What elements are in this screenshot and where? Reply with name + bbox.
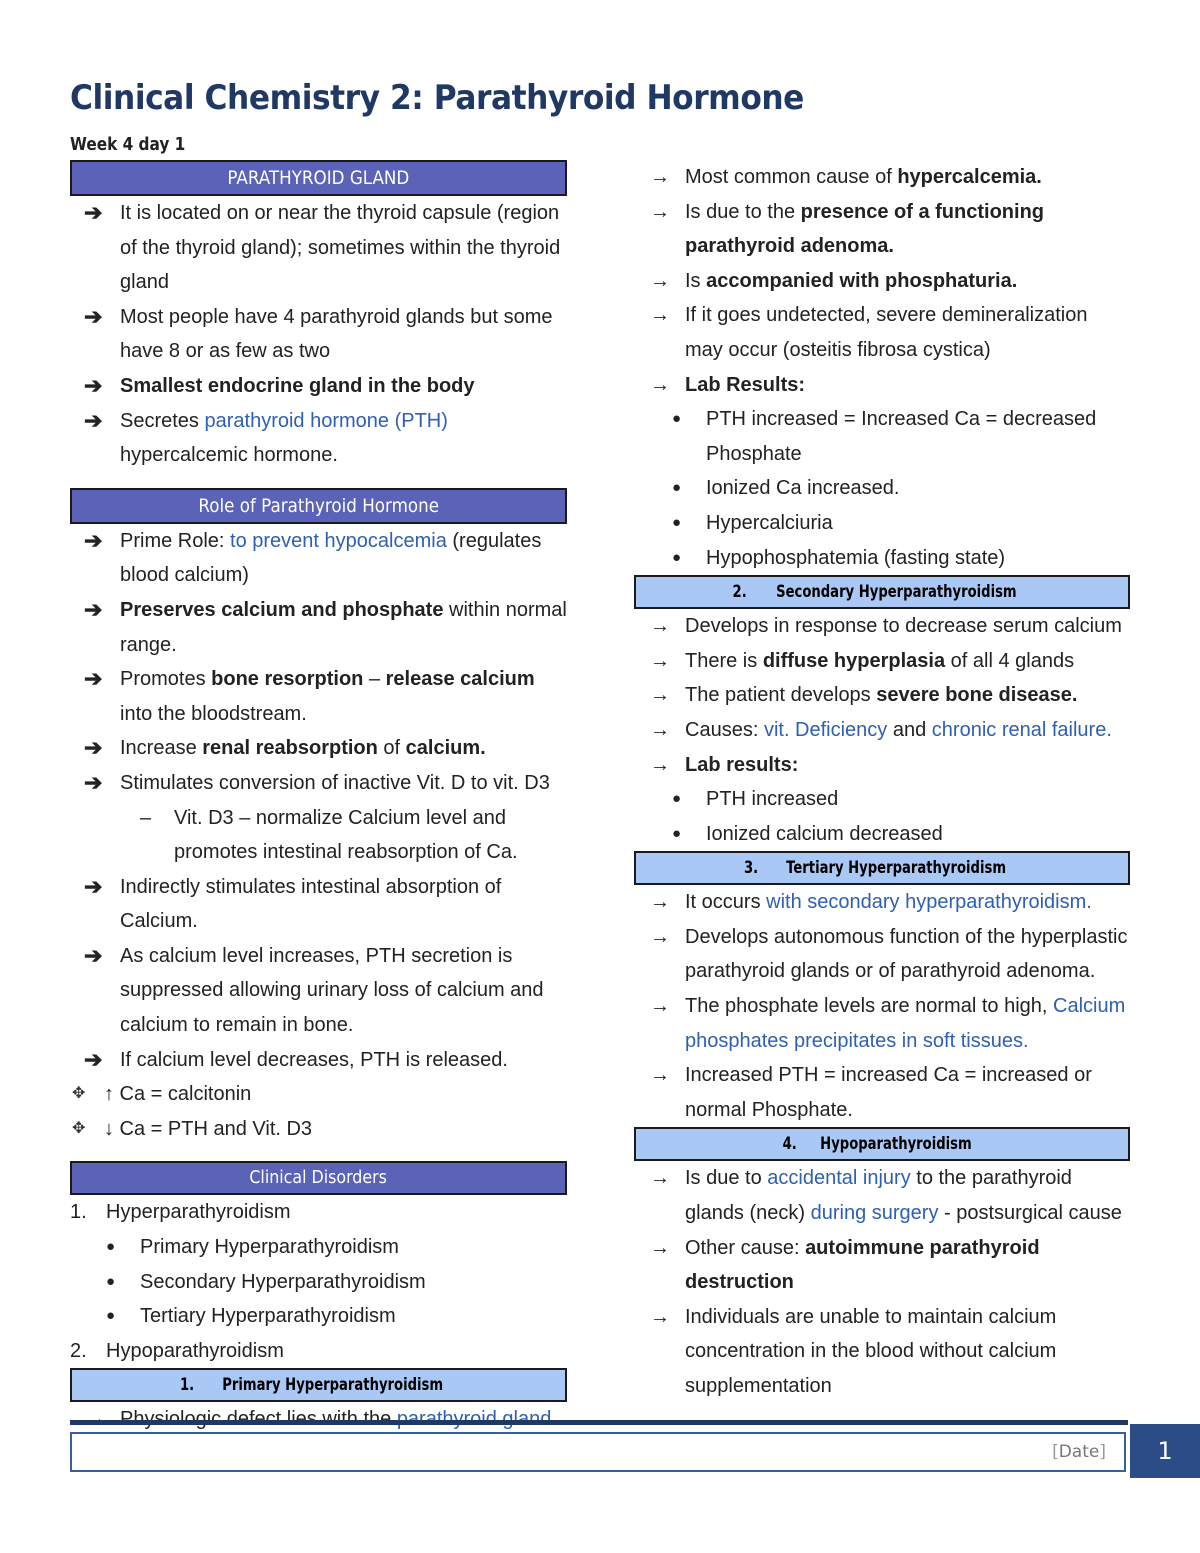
list-item: → Other cause: autoimmune parathyroid destruction xyxy=(634,1231,1130,1300)
arrow-bullet-icon: ➔ xyxy=(84,666,103,692)
dot-bullet-icon: ● xyxy=(106,1272,116,1290)
four-diamond-bullet-icon: ✥ xyxy=(72,1085,86,1103)
list-item: → The patient develops severe bone disease. xyxy=(634,678,1130,713)
dot-bullet-icon: ● xyxy=(672,410,682,428)
arrow-bullet-icon: → xyxy=(650,649,670,672)
four-diamond-bullet-icon: ✥ xyxy=(72,1119,86,1137)
list-item: ✥ ↓ Ca = PTH and Vit. D3 xyxy=(70,1112,567,1147)
list-item: ➔ Prime Role: to prevent hypocalcemia (regulates blood calcium) xyxy=(70,524,567,593)
list-item: → Is accompanied with phosphaturia. xyxy=(634,264,1130,299)
dot-bullet-icon: ● xyxy=(672,824,682,842)
list-sub-item: ● PTH increased xyxy=(634,782,1130,817)
section-heading-tertiary-hyperparathyroidism: 3. Tertiary Hyperparathyroidism xyxy=(634,851,1130,885)
dot-bullet-icon: ● xyxy=(106,1238,116,1256)
section-heading-hypoparathyroidism: 4. Hypoparathyroidism xyxy=(634,1127,1130,1161)
arrow-bullet-icon: → xyxy=(650,269,670,292)
list-item: → There is diffuse hyperplasia of all 4 glands xyxy=(634,644,1130,679)
arrow-bullet-icon: → xyxy=(650,373,670,396)
list-sub-item: ● Hypercalciuria xyxy=(634,506,1130,541)
list-sub-item: ● Hypophosphatemia (fasting state) xyxy=(634,541,1130,576)
list-item: → It occurs with secondary hyperparathyroidism. xyxy=(634,885,1130,920)
arrow-bullet-icon: → xyxy=(650,891,670,914)
list-item: ➔ Smallest endocrine gland in the body xyxy=(70,369,567,404)
arrow-bullet-icon: ➔ xyxy=(84,873,103,899)
arrow-bullet-icon: → xyxy=(650,304,670,327)
list-item: ➔ Secretes parathyroid hormone (PTH) hypercalcemic hormone. xyxy=(70,404,567,473)
list-item: → Lab Results: xyxy=(634,368,1130,403)
arrow-bullet-icon: ➔ xyxy=(84,407,103,433)
list-sub-item: ● Primary Hyperparathyroidism xyxy=(70,1230,567,1265)
list-item: ➔ As calcium level increases, PTH secretion is suppressed allowing urinary loss of calcium and calcium to remain in bone. xyxy=(70,939,567,1043)
footer-rule xyxy=(70,1420,1128,1425)
arrow-bullet-icon: → xyxy=(650,1236,670,1259)
arrow-bullet-icon: → xyxy=(650,166,670,188)
list-item: ➔ Promotes bone resorption – release calcium into the bloodstream. xyxy=(70,662,567,731)
dot-bullet-icon: ● xyxy=(672,790,682,808)
dot-bullet-icon: ● xyxy=(672,548,682,566)
arrow-bullet-icon: → xyxy=(650,753,670,776)
footer-date-field[interactable]: [Date] xyxy=(1052,1442,1106,1462)
arrow-bullet-icon: ➔ xyxy=(84,942,103,968)
arrow-bullet-icon: ➔ xyxy=(84,735,103,761)
arrow-bullet-icon: → xyxy=(650,718,670,741)
list-item: ➔ Indirectly stimulates intestinal absorption of Calcium. xyxy=(70,870,567,939)
section-heading-parathyroid-gland: PARATHYROID GLAND xyxy=(70,160,567,196)
right-column xyxy=(634,160,1130,1404)
page-number: 1 xyxy=(1130,1424,1200,1478)
arrow-bullet-icon: ➔ xyxy=(84,200,103,225)
list-sub-item: ● Ionized Ca increased. xyxy=(634,471,1130,506)
arrow-bullet-icon: ➔ xyxy=(84,596,103,622)
list-item: 1. Hyperparathyroidism xyxy=(70,1201,291,1224)
dot-bullet-icon: ● xyxy=(672,479,682,497)
list-sub-item: ● Tertiary Hyperparathyroidism xyxy=(70,1299,567,1334)
list-item: → Lab results: xyxy=(634,748,1130,783)
arrow-bullet-icon: → xyxy=(650,1305,670,1328)
list-item: 2. Hypoparathyroidism xyxy=(70,1339,284,1362)
list-item: → Individuals are unable to maintain calcium concentration in the blood without calcium supplementation xyxy=(634,1300,1130,1404)
list-sub-item: ● Ionized calcium decreased xyxy=(634,817,1130,852)
arrow-bullet-icon: ➔ xyxy=(84,303,103,329)
list-sub-item: – Vit. D3 – normalize Calcium level and promotes intestinal reabsorption of Ca. xyxy=(70,801,567,870)
list-item: → Most common cause of hypercalcemia. xyxy=(634,160,1130,195)
arrow-bullet-icon: → xyxy=(650,925,670,948)
list-item: → The phosphate levels are normal to high, Calcium phosphates precipitates in soft tissues. xyxy=(634,989,1130,1058)
arrow-bullet-icon: → xyxy=(650,684,670,707)
list-item: → Is due to accidental injury to the parathyroid glands (neck) during surgery - postsurgical cause xyxy=(634,1161,1130,1230)
list-item: → Develops in response to decrease serum calcium xyxy=(634,609,1130,644)
arrow-bullet-icon: ➔ xyxy=(84,1046,103,1072)
arrow-bullet-icon: → xyxy=(650,1064,670,1087)
list-item: ➔ Most people have 4 parathyroid glands but some have 8 or as few as two xyxy=(70,300,567,369)
arrow-bullet-icon: → xyxy=(650,200,670,223)
list-sub-item: ● PTH increased = Increased Ca = decreased Phosphate xyxy=(634,402,1130,471)
list-sub-item: ● Secondary Hyperparathyroidism xyxy=(70,1265,567,1300)
list-item: → Is due to the presence of a functioning parathyroid adenoma. xyxy=(634,195,1130,264)
arrow-bullet-icon: → xyxy=(650,615,670,638)
list-item: ➔ Increase renal reabsorption of calcium. xyxy=(70,731,567,766)
list-item: → If it goes undetected, severe demineralization may occur (osteitis fibrosa cystica) xyxy=(634,298,1130,367)
document-title: Clinical Chemistry 2: Parathyroid Hormone xyxy=(70,78,804,118)
list-item: ➔ Stimulates conversion of inactive Vit. D to vit. D3 xyxy=(70,766,567,801)
section-heading-role: Role of Parathyroid Hormone xyxy=(70,488,567,524)
dot-bullet-icon: ● xyxy=(106,1307,116,1325)
list-item: ➔ If calcium level decreases, PTH is released. xyxy=(70,1043,567,1078)
section-heading-primary-hyperparathyroidism: 1. Primary Hyperparathyroidism xyxy=(70,1368,567,1402)
list-item: → Increased PTH = increased Ca = increased or normal Phosphate. xyxy=(634,1058,1130,1127)
document-subtitle: Week 4 day 1 xyxy=(70,134,186,155)
arrow-bullet-icon: ➔ xyxy=(84,527,103,553)
arrow-bullet-icon: → xyxy=(650,1167,670,1190)
list-item: ➔ It is located on or near the thyroid capsule (region of the thyroid gland); sometimes within the thyroid gland xyxy=(70,196,567,300)
list-item: ➔ Preserves calcium and phosphate within normal range. xyxy=(70,593,567,662)
dot-bullet-icon: ● xyxy=(672,513,682,531)
left-column xyxy=(70,160,567,1437)
footer xyxy=(70,1432,1126,1472)
section-heading-secondary-hyperparathyroidism: 2. Secondary Hyperparathyroidism xyxy=(634,575,1130,609)
list-item: ✥ ↑ Ca = calcitonin xyxy=(70,1077,567,1112)
arrow-bullet-icon: ➔ xyxy=(84,769,103,795)
dash-bullet-icon: – xyxy=(140,806,152,829)
list-item: → Develops autonomous function of the hyperplastic parathyroid glands or of parathyroid adenoma. xyxy=(634,920,1130,989)
list-item: → Causes: vit. Deficiency and chronic renal failure. xyxy=(634,713,1130,748)
arrow-bullet-icon: ➔ xyxy=(84,372,103,398)
arrow-bullet-icon: → xyxy=(650,995,670,1018)
section-heading-clinical-disorders: Clinical Disorders xyxy=(70,1161,567,1195)
